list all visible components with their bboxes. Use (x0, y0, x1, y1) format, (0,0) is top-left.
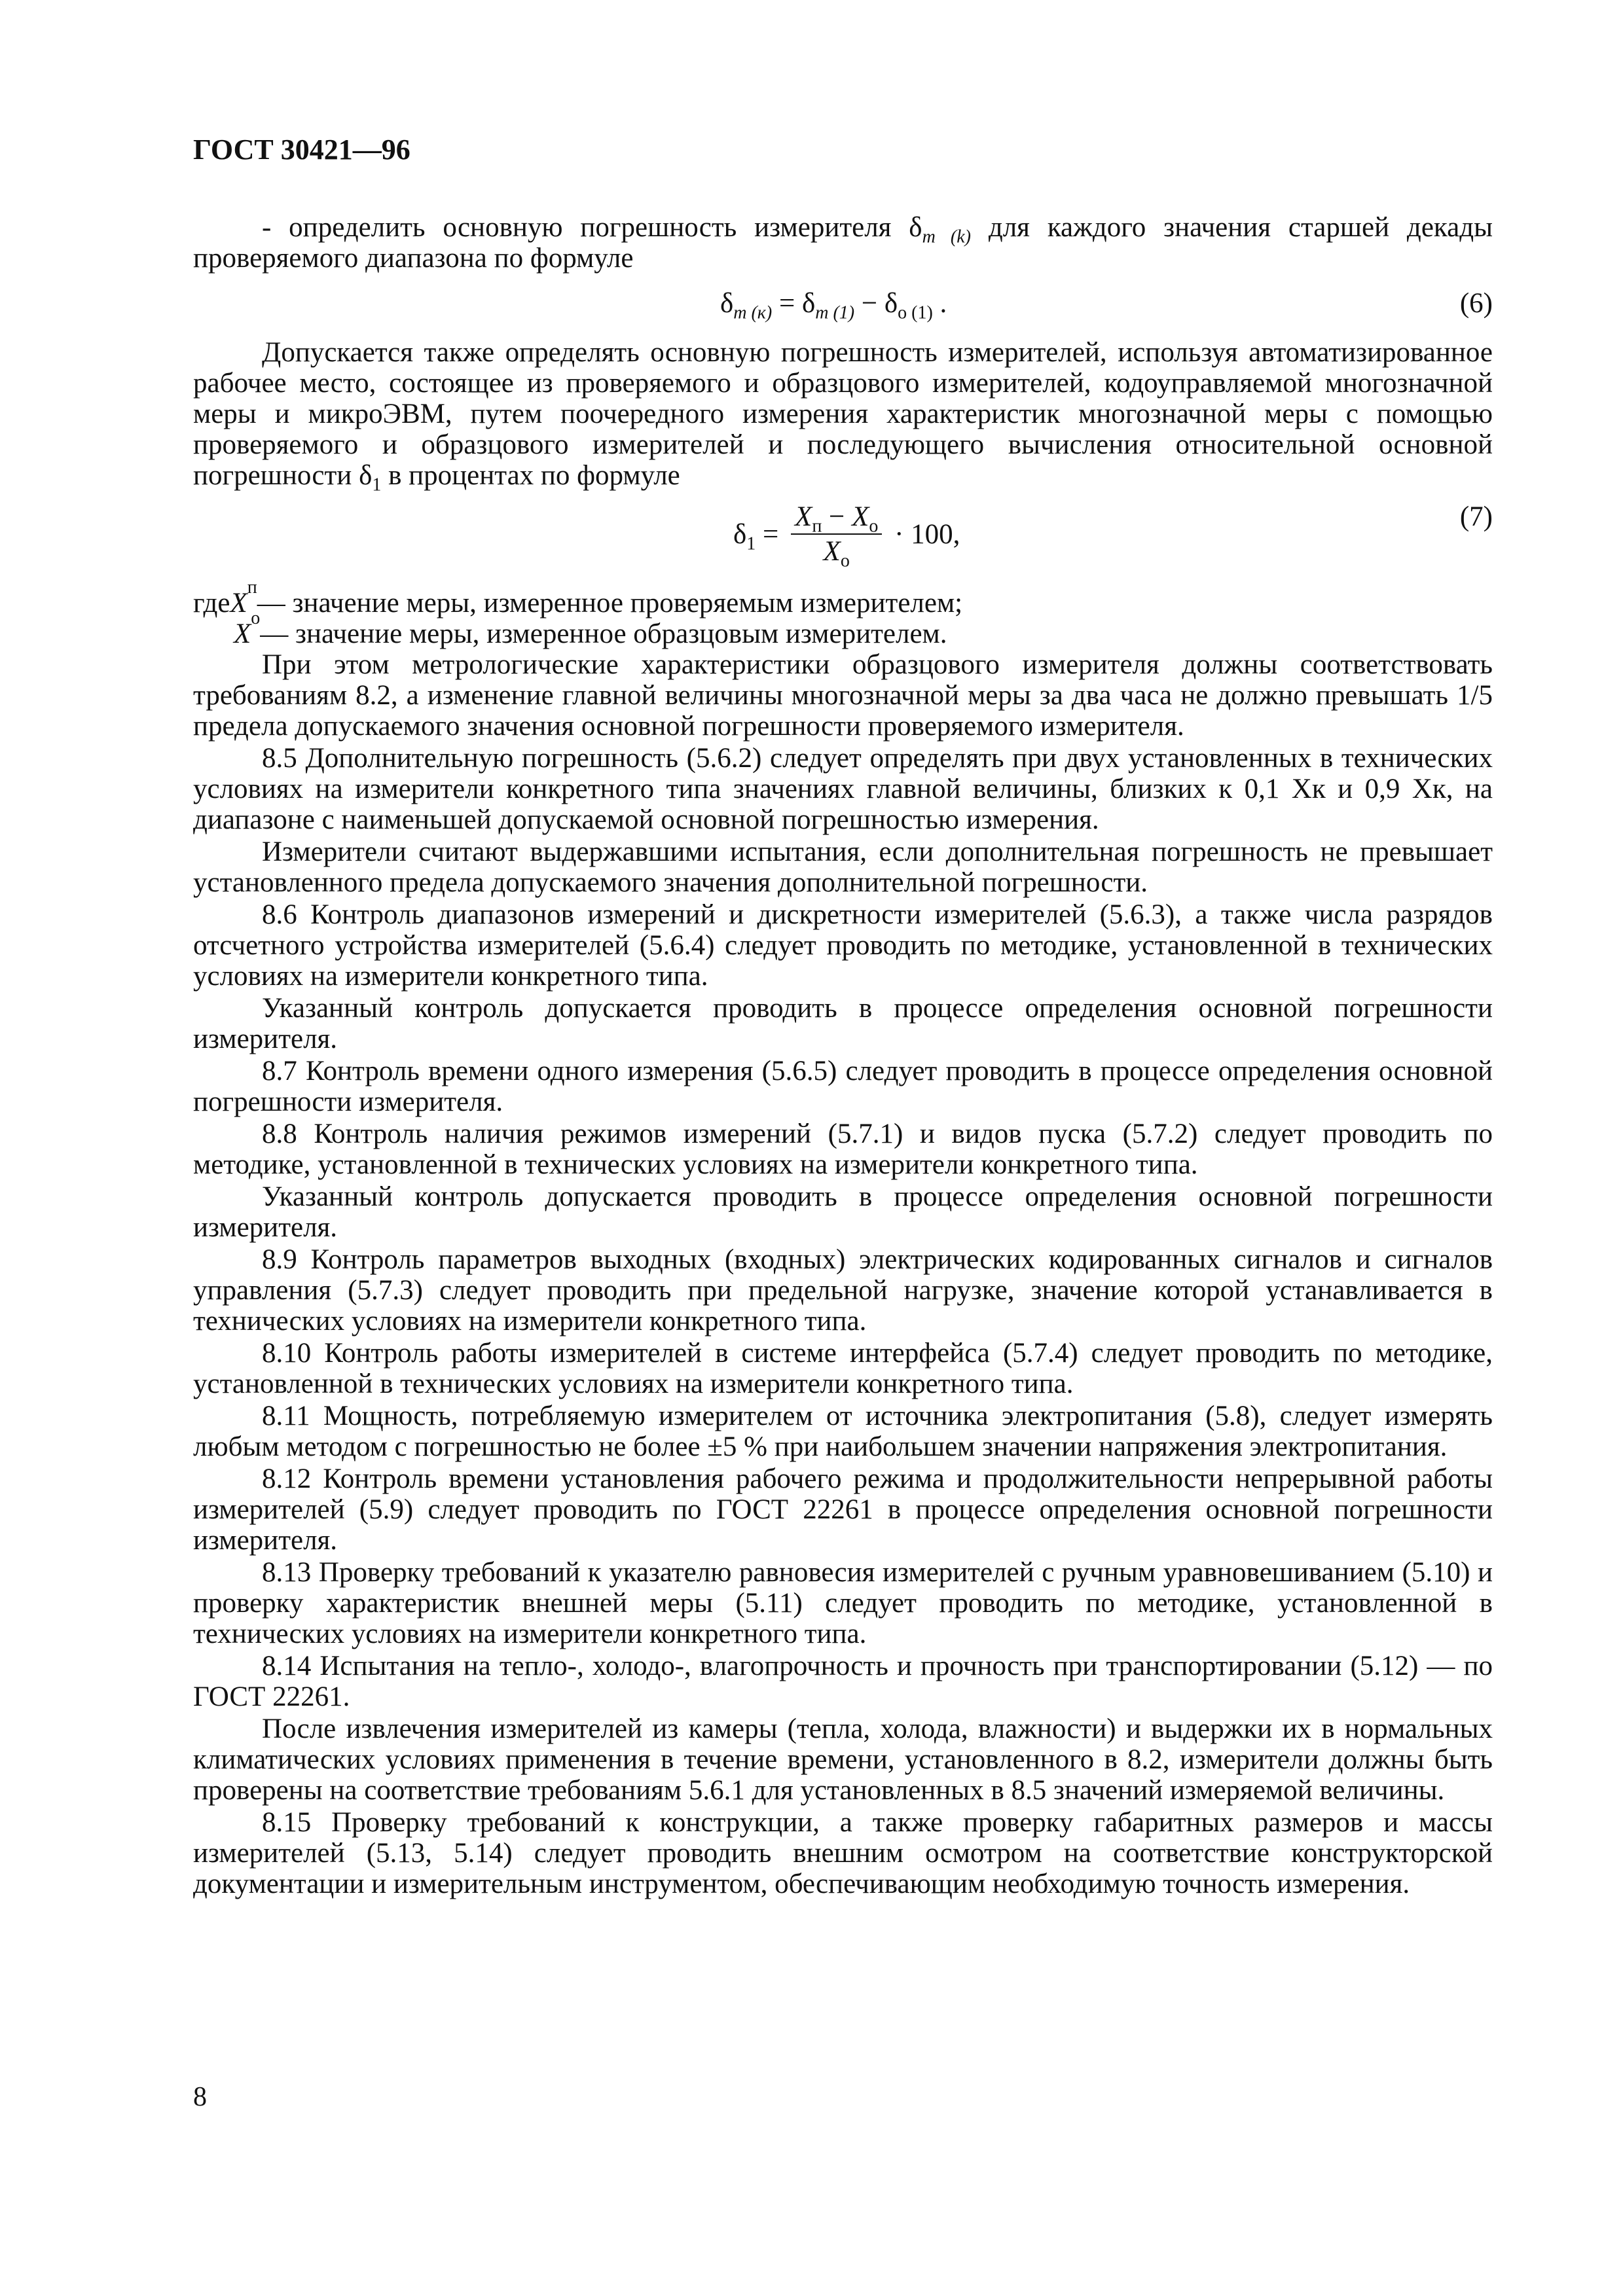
document-page (193, 134, 1493, 1901)
formula-6 (193, 288, 1493, 323)
legend-row-xo: X о — значение меры, измеренное образцовым измерителем. (234, 608, 947, 649)
paragraph-8-8: 8.8 Контроль наличия режимов измерений (5.7.1) и видов пуска (5.7.2) следует проводить по методике, установленной в технических условиях на измерители конкретного типа. (193, 1119, 1493, 1180)
page-number: 8 (193, 2082, 207, 2112)
paragraph: После извлечения измерителей из камеры (тепла, холода, влажности) и выдержки их в нормальных климатических условиях применения в течение времени, установленного в 8.2, измерители должны быть проверены на соответствие требованиям 5.6.1 для установленных в 8.5 значений измеряемой величины. (193, 1713, 1493, 1806)
paragraph-8-14: 8.14 Испытания на тепло-, холодо-, влагопрочность и прочность при транспортировании (5.12) — по ГОСТ 22261. (193, 1651, 1493, 1712)
formula-6-expression: $\delta_{m (к)} = \delta_{m (1)} - \delta_{о (1)}$ . (720, 288, 947, 323)
paragraph-8-10: 8.10 Контроль работы измерителей в системе интерфейса (5.7.4) следует проводить по методике, установленной в технических условиях на измерители конкретного типа. (193, 1338, 1493, 1399)
paragraph: Указанный контроль допускается проводить в процессе определения основной погрешности измерителя. (193, 1181, 1493, 1243)
standard-header: ГОСТ 30421—96 (193, 134, 410, 166)
formula-7 (193, 501, 1493, 573)
paragraph-automated-workplace: Допускается также определять основную погрешность измерителей, используя автоматизированное рабочее место, состоящее из проверяемого и образцового измерителей, кодоуправляемой многозначной меры и микроЭВМ, путем поочередного измерения характеристик многозначной меры с помощью проверяемого и образцового измерителей и последующего вычисления относительной основной погрешности $\delta_1$ в процентах по формуле (193, 337, 1493, 495)
paragraph: Указанный контроль допускается проводить в процессе определения основной погрешности измерителя. (193, 993, 1493, 1054)
paragraph: Измерители считают выдержавшими испытания, если дополнительная погрешность не превышает установленного предела допускаемого значения дополнительной погрешности. (193, 836, 1493, 898)
paragraph-8-15: 8.15 Проверку требований к конструкции, а также проверку габаритных размеров и массы измерителей (5.13, 5.14) следует проводить внешним осмотром на соответствие конструкторской документации и измерительным инструментом, обеспечивающим необходимую точность измерения. (193, 1807, 1493, 1899)
paragraph-8-6: 8.6 Контроль диапазонов измерений и дискретности измерителей (5.6.3), а также числа разрядов отсчетного устройства измерителей (5.6.4) следует проводить по методике, установленной в технических условиях на измерители конкретного типа. (193, 899, 1493, 992)
formula-7-expression: $\delta_1$ = $\frac{X_п - X_о}{X_о}$ · 100, (733, 501, 960, 571)
formula-6-number: (6) (1459, 288, 1493, 319)
paragraph-8-11: 8.11 Мощность, потребляемую измерителем от источника электропитания (5.8), следует измерять любым методом с погрешностью не более ±5 % при наибольшем значении напряжения электропитания. (193, 1401, 1493, 1462)
formula-7-number: (7) (1459, 501, 1493, 532)
paragraph-8-12: 8.12 Контроль времени установления рабочего режима и продолжительности непрерывной работы измерителей (5.9) следует проводить по ГОСТ 22261 в процессе определения основной погрешности измерителя. (193, 1463, 1493, 1556)
paragraph-8-13: 8.13 Проверку требований к указателю равновесия измерителей с ручным уравновешиванием (5.10) и проверку характеристик внешней меры (5.11) следует проводить по методике, установленной в технических условиях на измерители конкретного типа. (193, 1557, 1493, 1649)
paragraph-8-9: 8.9 Контроль параметров выходных (входных) электрических кодированных сигналов и сигналов управления (5.7.3) следует проводить при предельной нагрузке, значение которой устанавливается в технических условиях на измерители конкретного типа. (193, 1244, 1493, 1336)
formula-7-fraction: $\frac{X_п - X_о}{X_о}$ (791, 501, 882, 567)
formula-legend (193, 577, 1493, 649)
paragraph-8-5: 8.5 Дополнительную погрешность (5.6.2) следует определять при двух установленных в технических условиях на измерители конкретного типа значениях главной величины, близких к 0,1 Хк и 0,9 Хк, на диапазоне с наименьшей допускаемой основной погрешностью измерения. (193, 743, 1493, 835)
intro-paragraph: - определить основную погрешность измерителя $\delta_{m (k)}$ для каждого значения старшей декады проверяемого диапазона по формуле (193, 212, 1493, 274)
paragraph: При этом метрологические характеристики образцового измерителя должны соответствовать требованиям 8.2, а изменение главной величины многозначной меры за два часа не должно превышать 1/5 предела допускаемого значения основной погрешности проверяемого измерителя. (193, 649, 1493, 742)
legend-row-xp: где X п — значение меры, измеренное проверяемым измерителем; (193, 577, 963, 619)
paragraph-8-7: 8.7 Контроль времени одного измерения (5.6.5) следует проводить в процессе определения основной погрешности измерителя. (193, 1056, 1493, 1117)
